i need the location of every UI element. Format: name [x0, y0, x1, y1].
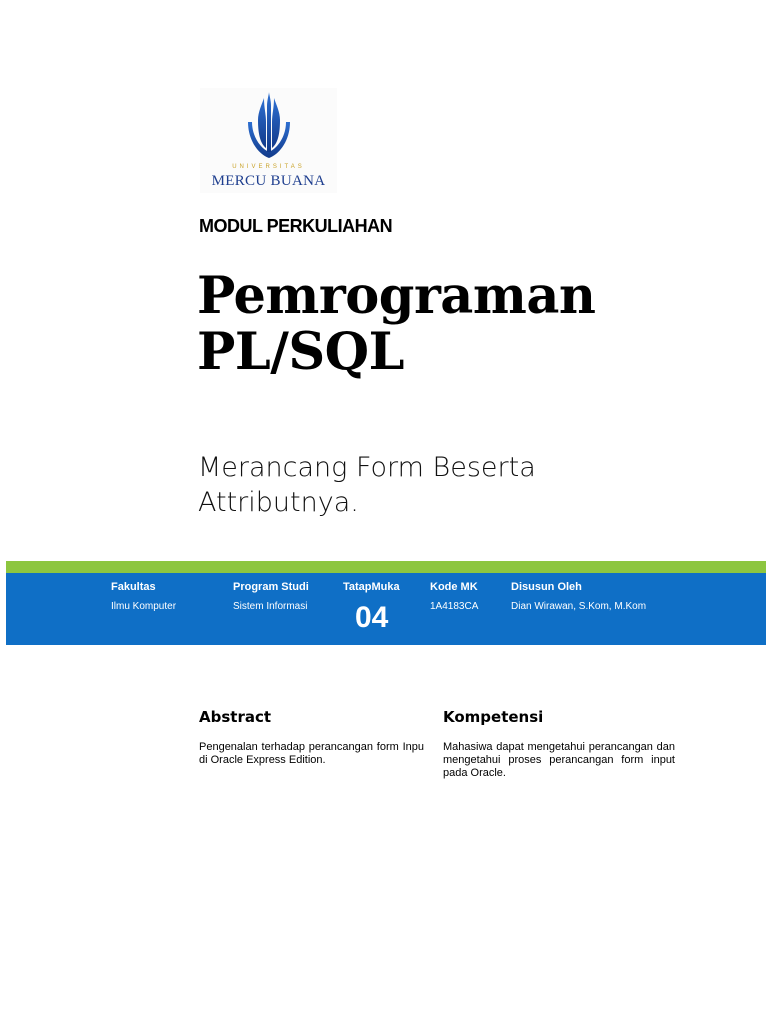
abstract-text: Pengenalan terhadap perancangan form Inpu di Oracle Express Edition. [199, 741, 424, 766]
green-divider-bar [6, 561, 766, 573]
course-info-bar [6, 573, 766, 645]
module-subtitle-line1: Merancang Form Beserta [198, 452, 536, 483]
disusun-oleh-label: Disusun Oleh [511, 581, 582, 593]
logo-university-label: UNIVERSITAS [232, 164, 305, 170]
abstract-heading: Abstract [199, 708, 272, 726]
university-logo [200, 88, 337, 193]
tatap-muka-value: 04 [355, 601, 389, 634]
course-title [197, 268, 595, 380]
kode-mk-value: 1A4183CA [430, 601, 479, 612]
program-studi-value: Sistem Informasi [233, 601, 308, 612]
kompetensi-heading: Kompetensi [443, 708, 544, 726]
logo-university-name: MERCU BUANA [211, 173, 326, 189]
kompetensi-text: Mahasiwa dapat mengetahui perancangan dan mengetahui proses perancangan form input pada Oracle. [443, 741, 675, 779]
module-subtitle [198, 450, 698, 520]
tatap-muka-label: TatapMuka [343, 581, 400, 593]
program-studi-label: Program Studi [233, 581, 309, 593]
fakultas-label: Fakultas [111, 581, 156, 593]
modul-heading: MODUL PERKULIAHAN [199, 216, 393, 236]
kode-mk-label: Kode MK [430, 581, 478, 593]
course-title-line2: PL/SQL [197, 322, 404, 382]
disusun-oleh-value: Dian Wirawan, S.Kom, M.Kom [511, 601, 647, 612]
module-subtitle-line2: Attributnya. [198, 487, 359, 518]
flame-emblem-icon [244, 92, 294, 162]
fakultas-value: Ilmu Komputer [111, 601, 177, 612]
course-title-line1: Pemrograman [197, 266, 596, 326]
